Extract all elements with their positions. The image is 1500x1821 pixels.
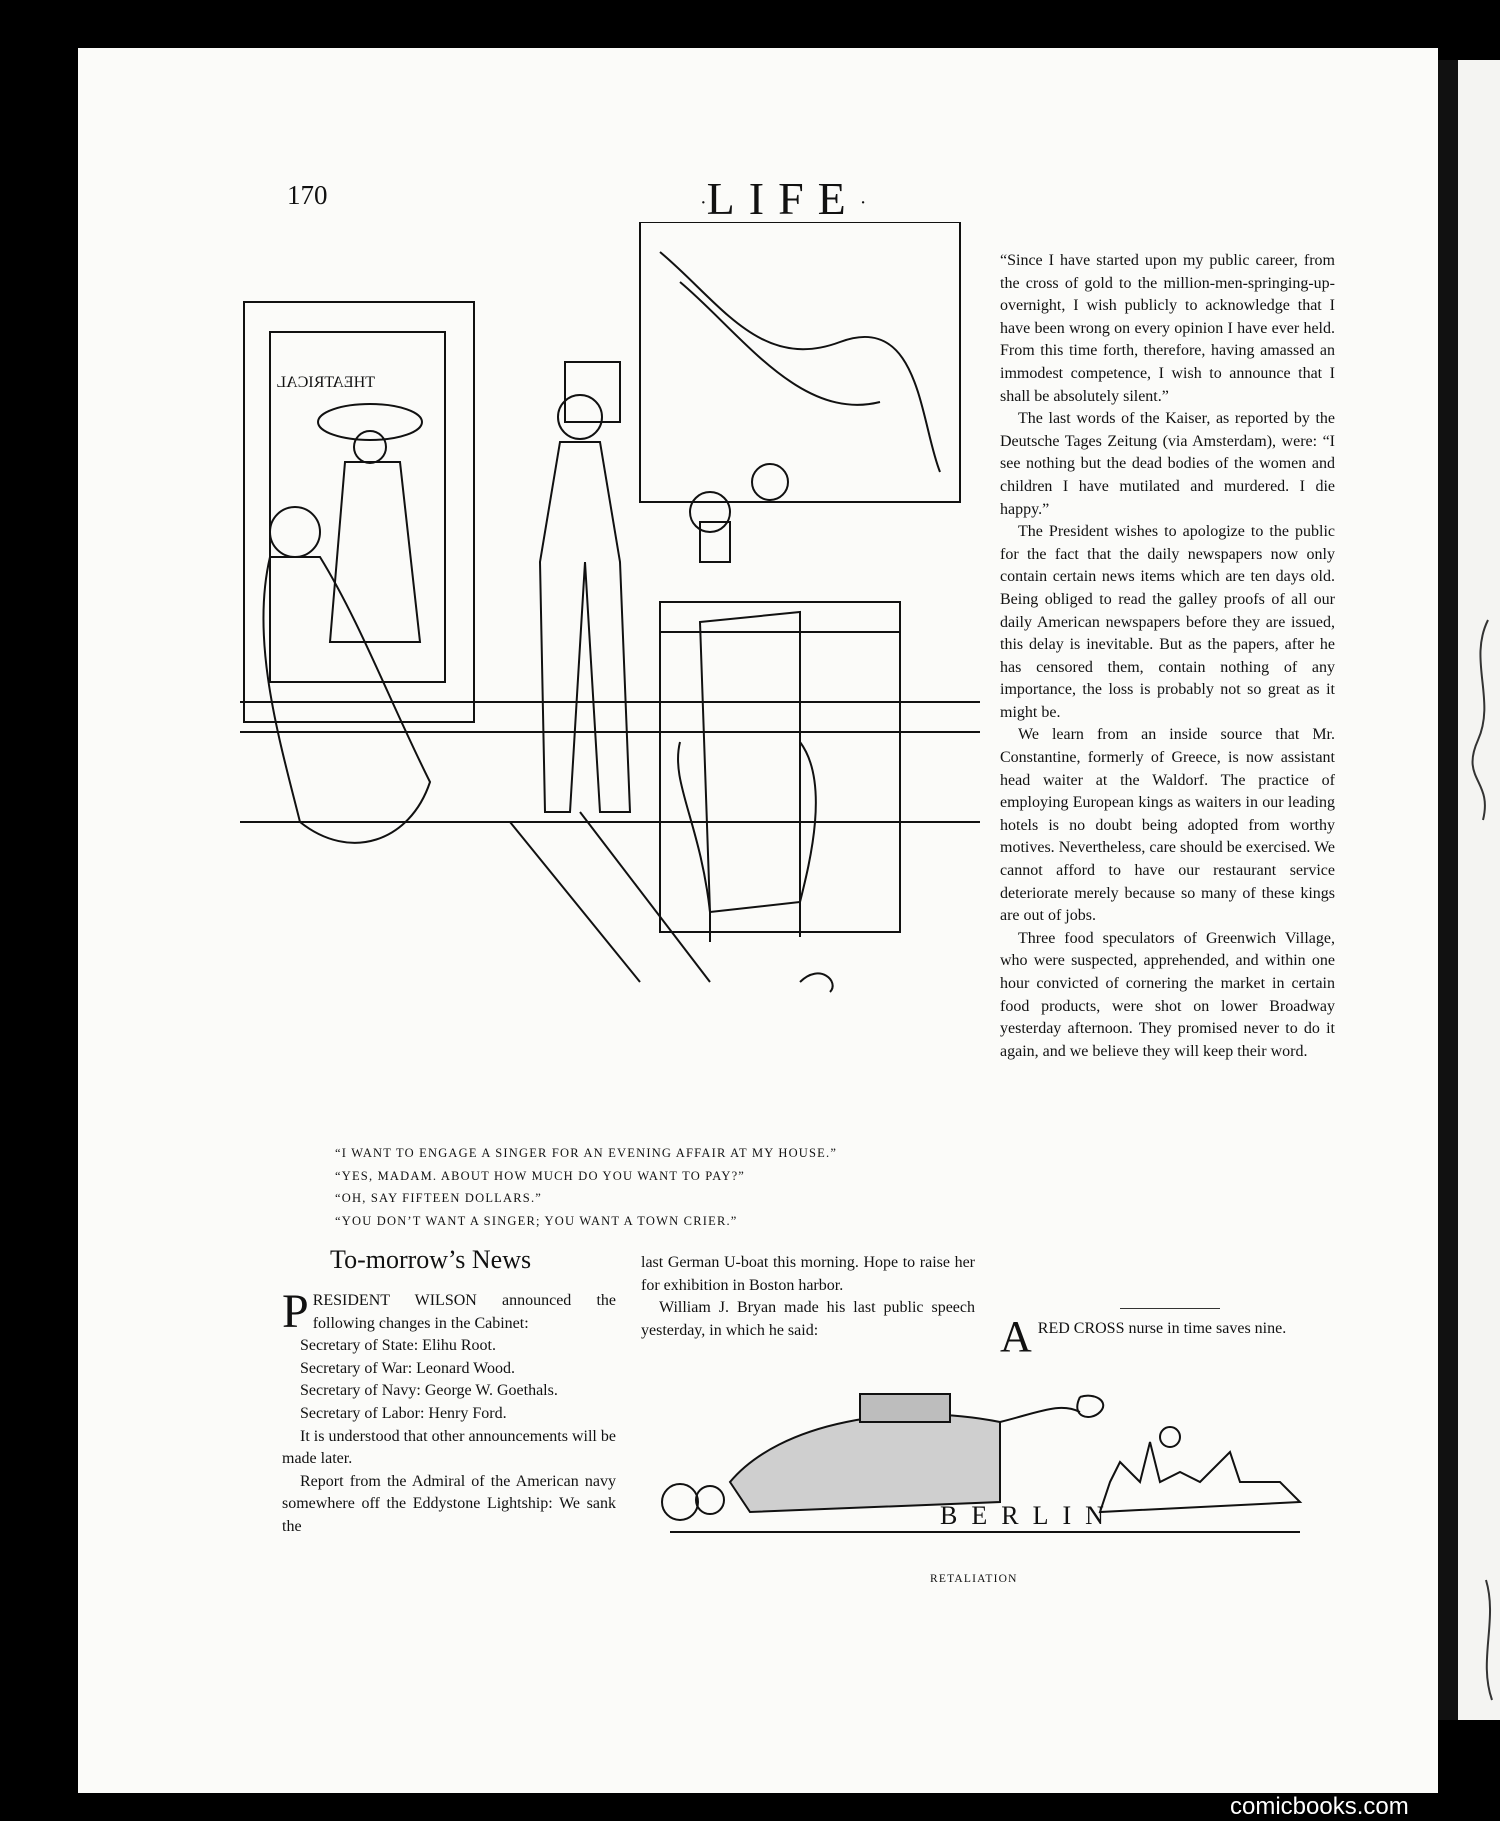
tank-body [730,1415,1000,1513]
bryan-quote: “Since I have started upon my public career, from the cross of gold to the million-men-springing-up-overnight, I wish publicly to acknowledge that I have been wrong on every opinion I have ever held. From this time forth, therefore, having amassed an immodest competence, I wish to announce that I shall be absolutely silent.” [1000,252,1335,405]
page-number: 170 [287,180,328,210]
tank-drawing [640,1382,1320,1562]
cartoon-drawing [240,222,980,1142]
caption-line: “YOU DON’T WANT A SINGER; YOU WANT A TOWN CRIER.” [335,1213,738,1228]
door-sign-line1: THEATRICAL [276,374,375,391]
seated-woman [270,507,320,557]
section-divider [1120,1308,1220,1309]
berlin-skyline [1100,1442,1300,1512]
theater-poster [640,222,960,502]
caption-line: “I WANT TO ENGAGE A SINGER FOR AN EVENING AFFAIR AT MY HOUSE.” [335,1146,838,1160]
admiral-paragraph-end: last German U-boat this morning. Hope to raise her for exhibition in Boston harbor. [641,1254,975,1294]
cabinet-item: Secretary of State: Elihu Root. [300,1337,496,1355]
cabinet-item: Secretary of Navy: George W. Goethals. [300,1382,558,1400]
masthead [700,172,866,225]
opening-paragraph [282,1285,616,1338]
office-counter [660,602,900,932]
president-paragraph: The President wishes to apologize to the public for the fact that the daily newspapers now only contain certain news items which are ten days old. Being obliged to read the galley proofs of all our daily American newspapers before they are issued, this delay is inevitable. But as the papers, after he has censored them, contain nothing of any importance, the loss is probably not so great as it might be. [1000,523,1335,721]
clerk-woman [690,492,730,532]
tank-caption: RETALIATION [930,1573,1018,1585]
bryan-paragraph: William J. Bryan made his last public speech yesterday, in which he said: [641,1299,975,1339]
announcements-paragraph: It is understood that other announcements will be made later. [282,1427,616,1468]
constantine-paragraph: We learn from an inside source that Mr. Constantine, formerly of Greece, is now assistant head waiter at the Waldorf. The practice of employing European kings as waiters in our leading hotels is no doubt being adopted from worthy motives. Nevertheless, care should be exercised. We cannot afford to have our restaurant service deteriorate merely because so many of these kings are out of jobs. [1000,726,1335,925]
kaiser-paragraph: The last words of the Kaiser, as reported by the Deutsche Tages Zeitung (via Amsterdam), were: “I see nothing but the dead bodies of the women and children I have mutilated and murdered. I die happy.” [1000,410,1335,518]
masthead-dot-left: · [700,191,707,214]
adjacent-page-edge [1458,60,1500,1720]
tank-wheel [662,1484,698,1520]
cabinet-item: Secretary of War: Leonard Wood. [300,1359,515,1377]
caption-line: “YES, MADAM. ABOUT HOW MUCH DO YOU WANT TO PAY?” [335,1168,746,1183]
greenwich-paragraph: Three food speculators of Greenwich Village, who were suspected, apprehended, and within one hour convicted of cornering the market in certain food products, were shot on lower Broadway yesterday afternoon. They promised never to do it again, and we believe they will keep their word. [1000,929,1335,1060]
cartoon-captions [335,1142,975,1232]
cabinet-item: Secretary of Labor: Henry Ford. [300,1404,507,1422]
tank-illustration [640,1382,1320,1562]
tank-turret [860,1394,950,1422]
cartoon-illustration [240,222,980,1142]
middle-column [641,1252,975,1342]
wicker-chair [700,612,800,912]
woman-with-hat [318,404,422,440]
article-dropcap: P [282,1285,309,1338]
redcross-text: RED CROSS nurse in time saves nine. [1037,1320,1287,1337]
article-title: To-morrow’s News [330,1245,532,1274]
smoke-puff [1077,1396,1103,1417]
masthead-dot-right: · [859,191,867,214]
redcross-dropcap: A [1000,1312,1032,1361]
redcross-item [1000,1312,1335,1361]
admiral-paragraph-start: Report from the Admiral of the American navy somewhere off the Eddystone Lightship: We sank the [282,1472,616,1535]
right-column [1000,250,1335,1063]
adjacent-page-sketch [1458,60,1500,1720]
page-gutter [1438,60,1458,1720]
caption-line: “OH, SAY FIFTEEN DOLLARS.” [335,1191,543,1205]
berlin-label: BERLIN [940,1501,1118,1530]
opening-text: RESIDENT WILSON announced the following changes in the Cabinet: [312,1292,616,1332]
left-column [282,1285,616,1539]
watermark-brand: comicbooks.com [1225,1793,1500,1821]
masthead-title: LIFE [706,173,860,224]
clerk-boy [752,464,788,500]
